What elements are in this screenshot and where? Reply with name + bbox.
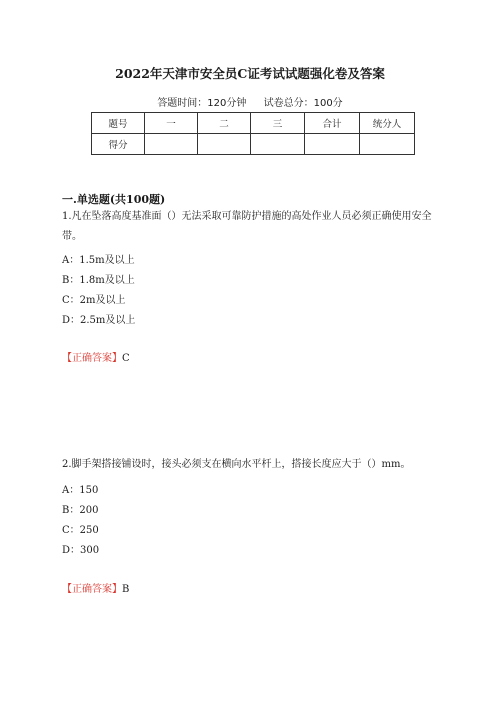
question-1-option-b: B：1.8m及以上: [62, 275, 135, 286]
score-cell: [360, 134, 415, 155]
exam-title: 2022年天津市安全员C证考试试题强化卷及答案: [115, 66, 385, 81]
question-2-option-d: D：300: [62, 545, 100, 556]
section-title: 一.单选题(共100题): [62, 193, 166, 206]
score-cell: [251, 134, 305, 155]
score-header-cell: 一: [145, 113, 198, 134]
question-2-option-b: B：200: [62, 505, 99, 516]
score-row-label: 得分: [92, 134, 145, 155]
question-1-option-c: C：2m及以上: [62, 295, 126, 306]
question-2-option-c: C：250: [62, 525, 99, 536]
answer-value: C: [122, 353, 130, 364]
exam-meta: [0, 94, 500, 109]
exam-total-score: 试卷总分：100分: [263, 98, 343, 109]
score-header-cell: 题号: [92, 113, 145, 134]
score-header-cell: 三: [251, 113, 305, 134]
question-1-answer: 【正确答案】C: [62, 353, 130, 364]
question-2-option-a: A：150: [62, 485, 99, 496]
score-header-cell: 二: [198, 113, 251, 134]
score-cell: [198, 134, 251, 155]
score-header-cell: 统分人: [360, 113, 415, 134]
question-2-text: 2.脚手架搭接铺设时，接头必须支在横向水平杆上，搭接长度应大于（）mm。: [62, 459, 411, 470]
score-table-header-row: [92, 113, 415, 134]
question-1-option-d: D：2.5m及以上: [62, 315, 136, 326]
score-cell: [305, 134, 360, 155]
question-2-answer: 【正确答案】B: [62, 584, 130, 595]
score-table-score-row: [92, 134, 415, 155]
exam-time: 答题时间：120分钟: [157, 98, 247, 109]
score-table: [91, 112, 415, 155]
question-1-option-a: A：1.5m及以上: [62, 255, 135, 266]
answer-label: 正确答案: [72, 584, 112, 595]
answer-value: B: [122, 584, 130, 595]
answer-label: 正确答案: [72, 353, 112, 364]
score-cell: [145, 134, 198, 155]
score-header-cell: 合计: [305, 113, 360, 134]
question-1-text: 1.凡在坠落高度基准面（）无法采取可靠防护措施的高处作业人员必须正确使用安全带。: [62, 211, 432, 242]
